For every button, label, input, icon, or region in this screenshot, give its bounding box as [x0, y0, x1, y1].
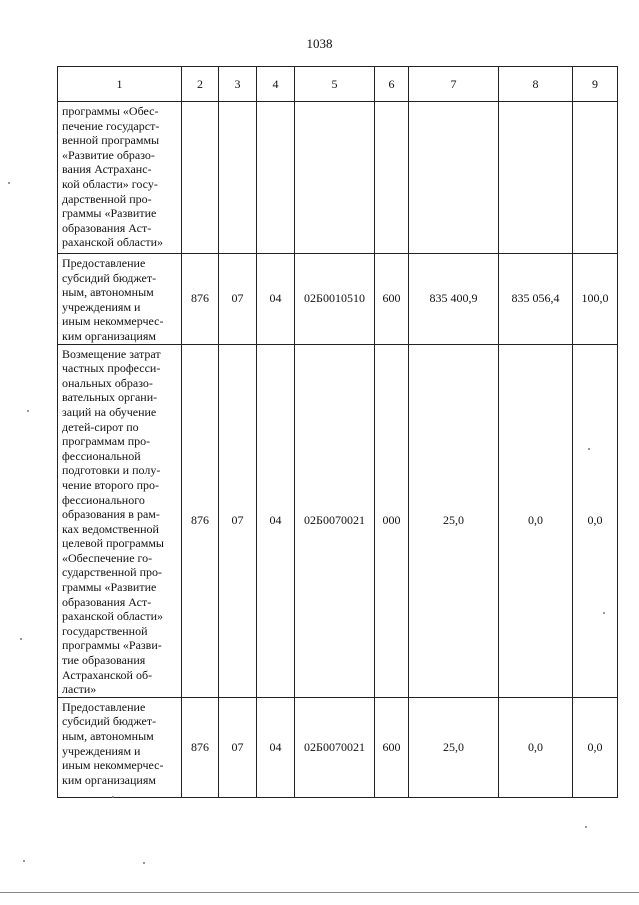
scan-speck: [585, 826, 587, 828]
row-name-cell: Возмещение затрат частных професси- ональных образо- вательных органи- заций на обучение детей-сирот по программам про- фессиональной подготовки и полу- чение второго про- фессионального образования в рам- ках ведомственной целевой программы «Обеспечение го- сударственной про- граммы «Развитие образования Аст- раханской области» государственной программы «Разви- тие образования Астраханской об- ласти»: [58, 344, 182, 697]
admin-code-cell: 876: [182, 697, 219, 797]
subsection-cell: 04: [257, 254, 295, 345]
page-number: 1038: [306, 36, 333, 51]
header-cell-5: 5: [295, 67, 375, 102]
executed-cell: [499, 102, 573, 254]
executed-cell: 835 056,4: [499, 254, 573, 345]
amount-cell: [409, 102, 499, 254]
table-row: [58, 102, 618, 254]
admin-code-cell: [182, 102, 219, 254]
row-name-cell: Предоставление субсидий бюджет- ным, автономным учреждениям и иным некоммерчес- ким организациям: [58, 254, 182, 345]
scan-speck: [143, 862, 145, 864]
amount-cell: 25,0: [409, 697, 499, 797]
amount-cell: 835 400,9: [409, 254, 499, 345]
subsection-cell: [257, 102, 295, 254]
expense-type-cell: 600: [375, 254, 409, 345]
percent-cell: 100,0: [573, 254, 618, 345]
scan-speck: [603, 612, 605, 614]
budget-table: [57, 66, 618, 798]
scan-speck: [23, 860, 25, 862]
scan-speck: [8, 182, 10, 184]
table-row: [58, 697, 618, 797]
footer-rule: [0, 892, 639, 893]
target-article-cell: 02Б0070021: [295, 344, 375, 697]
percent-cell: [573, 102, 618, 254]
section-cell: 07: [219, 254, 257, 345]
header-cell-6: 6: [375, 67, 409, 102]
target-article-cell: 02Б0010510: [295, 254, 375, 345]
section-cell: 07: [219, 344, 257, 697]
row-name-cell: программы «Обес- печение государст- венной программы «Развитие образо- вания Астраханс- кой области» госу- дарственной про- граммы «Развитие образования Аст- раханской области»: [58, 102, 182, 254]
expense-type-cell: [375, 102, 409, 254]
header-cell-4: 4: [257, 67, 295, 102]
section-cell: 07: [219, 697, 257, 797]
admin-code-cell: 876: [182, 254, 219, 345]
amount-cell: 25,0: [409, 344, 499, 697]
percent-cell: 0,0: [573, 697, 618, 797]
executed-cell: 0,0: [499, 697, 573, 797]
target-article-cell: [295, 102, 375, 254]
table-row: [58, 254, 618, 345]
expense-type-cell: 000: [375, 344, 409, 697]
header-cell-3: 3: [219, 67, 257, 102]
header-cell-2: 2: [182, 67, 219, 102]
executed-cell: 0,0: [499, 344, 573, 697]
table-row: [58, 344, 618, 697]
expense-type-cell: 600: [375, 697, 409, 797]
scan-speck: [588, 448, 590, 450]
scan-speck: [20, 638, 22, 640]
header-cell-1: 1: [58, 67, 182, 102]
scan-speck: [112, 796, 114, 798]
scan-speck: [27, 410, 29, 412]
row-name-cell: Предоставление субсидий бюджет- ным, автономным учреждениям и иным некоммерчес- ким организациям: [58, 697, 182, 797]
header-cell-7: 7: [409, 67, 499, 102]
section-cell: [219, 102, 257, 254]
percent-cell: 0,0: [573, 344, 618, 697]
subsection-cell: 04: [257, 344, 295, 697]
header-cell-9: 9: [573, 67, 618, 102]
header-row: [58, 67, 618, 102]
target-article-cell: 02Б0070021: [295, 697, 375, 797]
subsection-cell: 04: [257, 697, 295, 797]
admin-code-cell: 876: [182, 344, 219, 697]
header-cell-8: 8: [499, 67, 573, 102]
